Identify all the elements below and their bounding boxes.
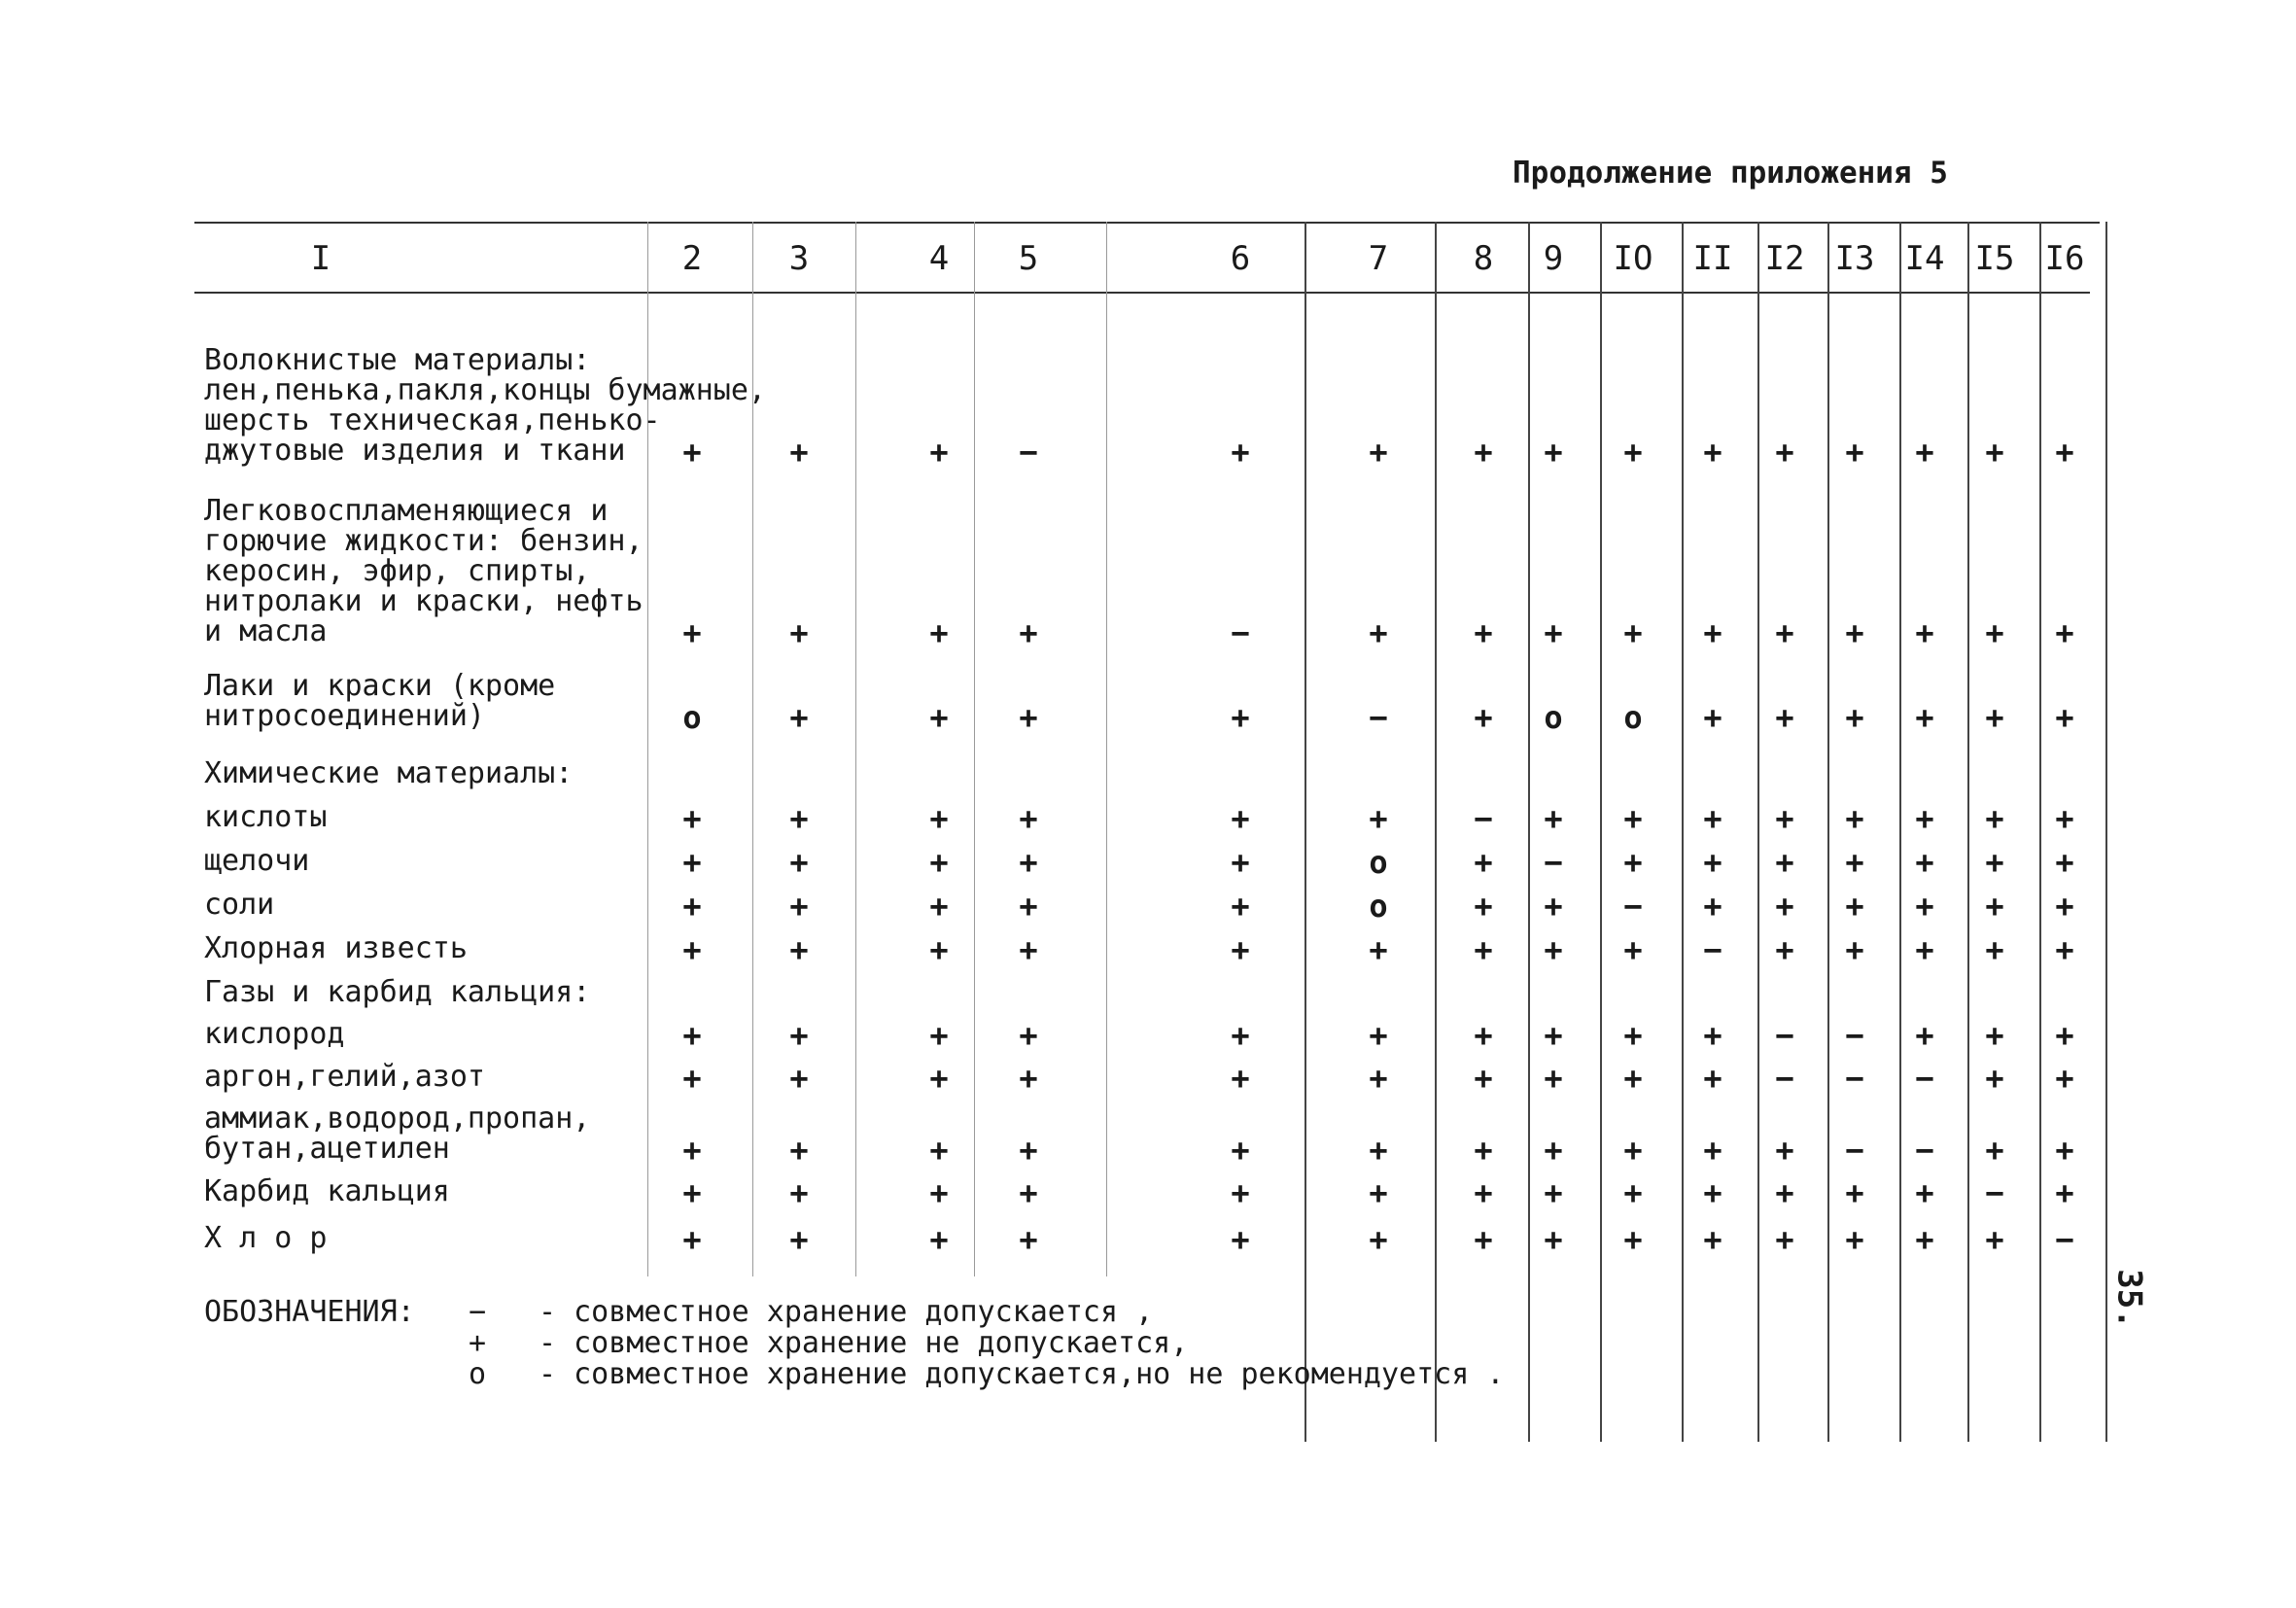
column-divider <box>1899 222 1901 1442</box>
table-cell: + <box>1231 1221 1250 1258</box>
row-label-line: щелочи <box>204 844 310 878</box>
column-header-14: I4 <box>1904 239 1945 278</box>
table-cell: + <box>929 434 949 471</box>
table-cell: + <box>789 699 809 736</box>
table-cell: + <box>1985 800 2004 837</box>
row-label <box>204 1103 590 1164</box>
table-cell: + <box>1985 931 2004 968</box>
row-label <box>204 802 327 832</box>
column-header-7: 7 <box>1368 239 1389 278</box>
table-top-rule <box>194 222 2100 224</box>
table-cell: − <box>1915 1060 1934 1097</box>
table-cell: + <box>1019 1132 1038 1169</box>
legend-text: - совместное хранение допускается,но не рекомендуется . <box>539 1357 1505 1391</box>
table-cell: + <box>1623 931 1643 968</box>
table-cell: + <box>1474 699 1493 736</box>
table-cell: + <box>1623 1132 1643 1169</box>
column-divider <box>1600 222 1602 1442</box>
column-header-8: 8 <box>1473 239 1494 278</box>
row-label-line: нитросоединений) <box>204 699 485 733</box>
table-cell: + <box>929 1132 949 1169</box>
table-cell: + <box>1985 1221 2004 1258</box>
table-cell: + <box>1231 1132 1250 1169</box>
table-cell: + <box>2055 888 2074 925</box>
column-divider <box>1305 222 1306 1442</box>
table-cell: + <box>1703 844 1722 881</box>
legend-text: - совместное хранение не допускается, <box>539 1326 1189 1360</box>
table-cell: + <box>1474 931 1493 968</box>
table-cell: + <box>1474 844 1493 881</box>
column-divider <box>1435 222 1437 1442</box>
table-cell: + <box>1915 1017 1934 1054</box>
table-cell: + <box>1544 1221 1563 1258</box>
column-header-1: I <box>310 239 331 278</box>
column-header-5: 5 <box>1018 239 1039 278</box>
table-cell: + <box>1369 1221 1388 1258</box>
table-cell: − <box>1775 1060 1794 1097</box>
table-cell: + <box>1703 699 1722 736</box>
table-cell: + <box>1985 1060 2004 1097</box>
table-cell: + <box>1019 614 1038 651</box>
legend-symbol: + <box>469 1326 487 1360</box>
table-cell: + <box>1544 888 1563 925</box>
table-cell: + <box>1845 888 1864 925</box>
table-cell: + <box>1474 1017 1493 1054</box>
row-label <box>204 671 555 731</box>
table-cell: + <box>682 1221 702 1258</box>
table-cell: + <box>1775 1221 1794 1258</box>
table-cell: + <box>1623 1017 1643 1054</box>
table-cell: − <box>1369 699 1388 736</box>
table-cell: + <box>929 888 949 925</box>
table-cell: + <box>1845 844 1864 881</box>
table-cell: + <box>1703 888 1722 925</box>
table-cell: + <box>1369 614 1388 651</box>
column-header-16: I6 <box>2044 239 2085 278</box>
table-cell: + <box>1019 931 1038 968</box>
table-cell: + <box>1369 1060 1388 1097</box>
row-label-line: Хлорная известь <box>204 931 468 965</box>
table-cell: + <box>2055 1060 2074 1097</box>
table-cell: + <box>682 844 702 881</box>
row-label-line: Легковоспламеняющиеся и <box>204 494 609 528</box>
row-label <box>204 496 644 647</box>
table-cell: − <box>1544 844 1563 881</box>
column-divider <box>1682 222 1684 1442</box>
table-cell: + <box>2055 614 2074 651</box>
table-cell: + <box>1845 699 1864 736</box>
table-cell: о <box>1544 699 1563 736</box>
table-cell: + <box>1775 888 1794 925</box>
table-cell: + <box>1544 931 1563 968</box>
table-cell: + <box>2055 800 2074 837</box>
table-cell: + <box>1474 1221 1493 1258</box>
table-cell: + <box>1474 1060 1493 1097</box>
row-label <box>204 977 590 1007</box>
table-cell: + <box>682 1174 702 1211</box>
table-cell: о <box>682 699 702 736</box>
row-label-line: аргон,гелий,азот <box>204 1060 485 1094</box>
row-label-line: соли <box>204 888 275 922</box>
table-cell: + <box>1019 888 1038 925</box>
table-cell: + <box>929 844 949 881</box>
table-cell: + <box>2055 699 2074 736</box>
row-label-line: Газы и карбид кальция: <box>204 975 591 1009</box>
column-divider <box>1106 222 1107 1276</box>
table-cell: + <box>1775 614 1794 651</box>
row-label-line: Лаки и краски (кроме <box>204 669 556 703</box>
table-cell: + <box>1369 434 1388 471</box>
table-cell: + <box>1845 1174 1864 1211</box>
row-label-line: джутовые изделия и ткани <box>204 434 626 468</box>
table-cell: + <box>1019 1174 1038 1211</box>
table-cell: + <box>682 434 702 471</box>
table-cell: + <box>1019 1017 1038 1054</box>
table-cell: + <box>1915 931 1934 968</box>
table-cell: + <box>1703 1060 1722 1097</box>
row-label-line: кислород <box>204 1017 345 1051</box>
table-cell: + <box>1019 699 1038 736</box>
column-header-15: I5 <box>1974 239 2015 278</box>
table-cell: + <box>1775 1132 1794 1169</box>
row-label-line: бутан,ацетилен <box>204 1132 450 1166</box>
table-cell: + <box>682 931 702 968</box>
row-label <box>204 1176 450 1206</box>
table-cell: + <box>929 1060 949 1097</box>
table-cell: + <box>1703 800 1722 837</box>
table-cell: + <box>1703 614 1722 651</box>
table-cell: + <box>1703 1221 1722 1258</box>
table-cell: + <box>789 1132 809 1169</box>
table-cell: + <box>1231 888 1250 925</box>
table-cell: + <box>789 1221 809 1258</box>
table-cell: + <box>1845 434 1864 471</box>
table-cell: + <box>1775 1174 1794 1211</box>
table-cell: + <box>1985 888 2004 925</box>
table-cell: + <box>1915 1221 1934 1258</box>
table-cell: + <box>1369 1132 1388 1169</box>
table-cell: + <box>1369 1017 1388 1054</box>
row-label-line: Химические материалы: <box>204 756 574 790</box>
row-label-line: кислоты <box>204 800 328 834</box>
page-number: 35. <box>2109 1269 2149 1329</box>
column-header-13: I3 <box>1834 239 1875 278</box>
row-label-line: шерсть техническая,пенько- <box>204 403 661 437</box>
table-cell: + <box>1985 1132 2004 1169</box>
table-cell: + <box>1915 844 1934 881</box>
table-cell: + <box>929 1221 949 1258</box>
table-cell: + <box>929 614 949 651</box>
column-header-6: 6 <box>1230 239 1251 278</box>
legend-symbol: − <box>469 1295 487 1329</box>
table-cell: + <box>1474 614 1493 651</box>
table-cell: + <box>1915 1174 1934 1211</box>
table-cell: + <box>789 1017 809 1054</box>
table-cell: + <box>789 800 809 837</box>
table-cell: + <box>789 1174 809 1211</box>
table-cell: − <box>1623 888 1643 925</box>
table-cell: + <box>1985 699 2004 736</box>
table-cell: + <box>1703 1017 1722 1054</box>
table-cell: + <box>1474 1132 1493 1169</box>
table-cell: + <box>1474 1174 1493 1211</box>
row-label <box>204 1223 327 1253</box>
table-cell: + <box>2055 1132 2074 1169</box>
table-cell: − <box>1845 1017 1864 1054</box>
table-cell: − <box>1845 1060 1864 1097</box>
table-cell: + <box>1985 614 2004 651</box>
row-label-line: керосин, эфир, спирты, <box>204 554 591 588</box>
table-cell: + <box>1231 699 1250 736</box>
column-header-3: 3 <box>788 239 810 278</box>
legend-title: ОБОЗНАЧЕНИЯ: <box>204 1295 415 1329</box>
row-label <box>204 846 309 876</box>
table-cell: + <box>682 1017 702 1054</box>
row-label-line: Х л о р <box>204 1221 328 1255</box>
table-cell: + <box>1985 1017 2004 1054</box>
table-cell: + <box>1544 1132 1563 1169</box>
column-divider <box>855 222 856 1276</box>
table-cell: − <box>1985 1174 2004 1211</box>
table-cell: − <box>1474 800 1493 837</box>
row-label-line: Карбид кальция <box>204 1174 450 1208</box>
row-label <box>204 933 468 963</box>
table-cell: + <box>1845 931 1864 968</box>
table-cell: + <box>1915 699 1934 736</box>
table-cell: + <box>1775 699 1794 736</box>
table-cell: + <box>1623 1221 1643 1258</box>
table-cell: + <box>1623 614 1643 651</box>
column-header-10: IO <box>1613 239 1653 278</box>
table-cell: + <box>1703 1174 1722 1211</box>
table-cell: + <box>1845 1221 1864 1258</box>
row-label-line: и масла <box>204 614 328 648</box>
table-cell: − <box>1915 1132 1934 1169</box>
table-header-rule <box>194 292 2090 294</box>
column-header-2: 2 <box>681 239 703 278</box>
table-cell: + <box>1775 800 1794 837</box>
table-cell: + <box>1474 434 1493 471</box>
table-cell: + <box>1703 1132 1722 1169</box>
column-divider <box>1528 222 1530 1442</box>
row-label-line: Волокнистые материалы: <box>204 343 591 377</box>
table-cell: + <box>1544 1174 1563 1211</box>
legend-text: - совместное хранение допускается , <box>539 1295 1154 1329</box>
table-cell: + <box>2055 1017 2074 1054</box>
table-cell: + <box>789 434 809 471</box>
table-cell: + <box>1231 434 1250 471</box>
row-label-line: нитролаки и краски, нефть <box>204 584 644 618</box>
table-cell: о <box>1369 844 1388 881</box>
table-cell: + <box>1915 800 1934 837</box>
table-cell: + <box>929 699 949 736</box>
table-cell: + <box>1231 931 1250 968</box>
column-header-9: 9 <box>1543 239 1564 278</box>
table-cell: − <box>1231 614 1250 651</box>
table-cell: + <box>682 614 702 651</box>
row-label-line: горючие жидкости: бензин, <box>204 524 644 558</box>
table-cell: + <box>1703 434 1722 471</box>
table-cell: + <box>1915 614 1934 651</box>
column-divider <box>1967 222 1969 1442</box>
table-cell: + <box>789 931 809 968</box>
column-divider <box>974 222 975 1276</box>
row-label-line: аммиак,водород,пропан, <box>204 1101 591 1136</box>
legend-symbol: о <box>469 1357 487 1391</box>
table-cell: + <box>1623 844 1643 881</box>
table-cell: + <box>1231 844 1250 881</box>
table-cell: + <box>1775 844 1794 881</box>
table-cell: + <box>1019 1221 1038 1258</box>
table-cell: + <box>1775 434 1794 471</box>
table-cell: + <box>1231 1060 1250 1097</box>
table-cell: − <box>1775 1017 1794 1054</box>
table-cell: − <box>1019 434 1038 471</box>
row-label-line: лен,пенька,пакля,концы бумажные, <box>204 373 766 407</box>
table-cell: о <box>1369 888 1388 925</box>
table-cell: + <box>1845 800 1864 837</box>
table-cell: + <box>929 1017 949 1054</box>
column-header-11: II <box>1692 239 1733 278</box>
column-divider <box>1757 222 1759 1442</box>
table-cell: + <box>789 1060 809 1097</box>
table-cell: + <box>929 800 949 837</box>
table-cell: + <box>1369 931 1388 968</box>
row-label <box>204 890 274 920</box>
table-cell: + <box>1915 888 1934 925</box>
column-divider <box>2105 222 2107 1442</box>
table-cell: + <box>1544 1017 1563 1054</box>
table-cell: + <box>1623 434 1643 471</box>
table-cell: + <box>1623 1174 1643 1211</box>
table-cell: + <box>1019 844 1038 881</box>
table-cell: + <box>682 1132 702 1169</box>
table-cell: − <box>2055 1221 2074 1258</box>
table-cell: − <box>1703 931 1722 968</box>
table-cell: о <box>1623 699 1643 736</box>
column-divider <box>2039 222 2041 1442</box>
table-cell: + <box>1369 800 1388 837</box>
table-cell: − <box>1845 1132 1864 1169</box>
table-cell: + <box>1369 1174 1388 1211</box>
table-cell: + <box>929 1174 949 1211</box>
table-cell: + <box>1775 931 1794 968</box>
table-cell: + <box>682 888 702 925</box>
column-divider <box>1827 222 1829 1442</box>
table-cell: + <box>789 614 809 651</box>
table-cell: + <box>1915 434 1934 471</box>
table-cell: + <box>1623 800 1643 837</box>
table-cell: + <box>2055 1174 2074 1211</box>
table-cell: + <box>1985 844 2004 881</box>
table-cell: + <box>1231 800 1250 837</box>
table-cell: + <box>1544 434 1563 471</box>
table-cell: + <box>2055 844 2074 881</box>
table-cell: + <box>2055 931 2074 968</box>
table-cell: + <box>1231 1174 1250 1211</box>
row-label <box>204 758 573 788</box>
table-cell: + <box>682 800 702 837</box>
column-header-4: 4 <box>928 239 950 278</box>
table-cell: + <box>789 888 809 925</box>
column-header-12: I2 <box>1764 239 1805 278</box>
table-cell: + <box>929 931 949 968</box>
table-cell: + <box>1019 1060 1038 1097</box>
table-cell: + <box>2055 434 2074 471</box>
row-label <box>204 1019 345 1049</box>
table-cell: + <box>682 1060 702 1097</box>
continuation-header: Продолжение приложения 5 <box>1513 156 1948 191</box>
table-cell: + <box>1544 614 1563 651</box>
row-label <box>204 1062 485 1092</box>
table-cell: + <box>789 844 809 881</box>
table-cell: + <box>1623 1060 1643 1097</box>
table-cell: + <box>1544 1060 1563 1097</box>
table-cell: + <box>1544 800 1563 837</box>
table-cell: + <box>1474 888 1493 925</box>
table-cell: + <box>1019 800 1038 837</box>
table-cell: + <box>1231 1017 1250 1054</box>
table-cell: + <box>1985 434 2004 471</box>
table-cell: + <box>1845 614 1864 651</box>
